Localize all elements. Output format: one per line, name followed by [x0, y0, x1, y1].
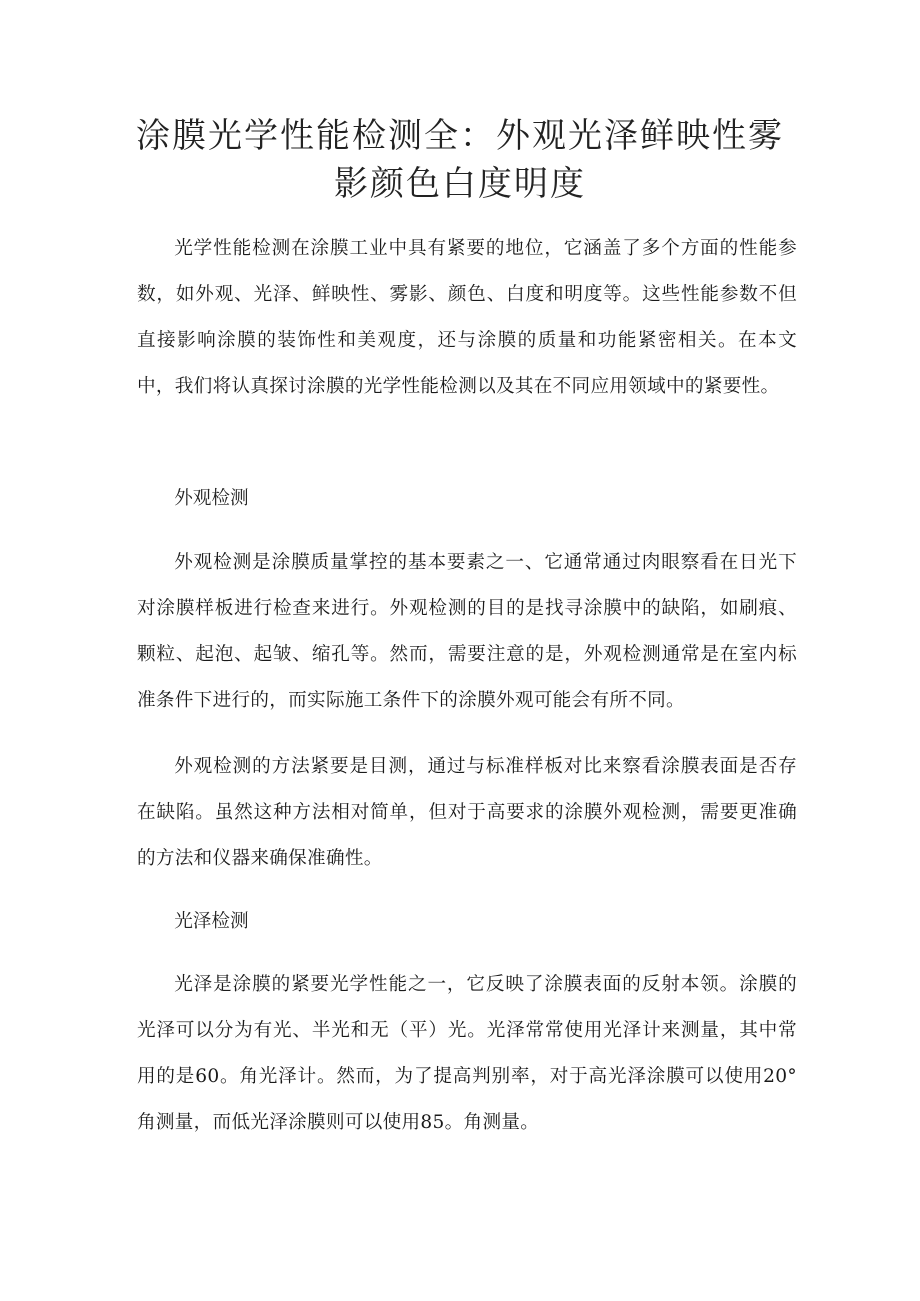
gloss-paragraph-1: 光泽是涂膜的紧要光学性能之一，它反映了涂膜表面的反射本领。涂膜的光泽可以分为有光、半光和无（平）光。光泽常常使用光泽计来测量，其中常用的是60。角光泽计。然而，为了提高判别率，对于高光泽涂膜可以使用20°角测量，而低光泽涂膜则可以使用85。角测量。: [137, 974, 797, 1133]
section-heading-gloss: 光泽检测: [174, 911, 249, 932]
appearance-paragraph-2: 外观检测的方法紧要是目测，通过与标准样板对比来察看涂膜表面是否存在缺陷。虽然这种方法相对简单，但对于高要求的涂膜外观检测，需要更准确的方法和仪器来确保准确性。: [137, 756, 797, 869]
appearance-paragraph-1: 外观检测是涂膜质量掌控的基本要素之一、它通常通过肉眼察看在日光下对涂膜样板进行检查来进行。外观检测的目的是找寻涂膜中的缺陷，如刷痕、颗粒、起泡、起皱、缩孔等。然而，需要注意的是，外观检测通常是在室内标准条件下进行的，而实际施工条件下的涂膜外观可能会有所不同。: [137, 552, 797, 711]
section-heading-appearance: 外观检测: [174, 488, 249, 509]
intro-paragraph: 光学性能检测在涂膜工业中具有紧要的地位，它涵盖了多个方面的性能参数，如外观、光泽、鲜映性、雾影、颜色、白度和明度等。这些性能参数不但直接影响涂膜的装饰性和美观度，还与涂膜的质量和功能紧密相关。在本文中，我们将认真探讨涂膜的光学性能检测以及其在不同应用领域中的紧要性。: [137, 238, 797, 397]
document-title-line-1: 涂膜光学性能检测全：外观光泽鲜映性雾: [136, 116, 784, 156]
document-title-line-2: 影颜色白度明度: [334, 164, 586, 204]
